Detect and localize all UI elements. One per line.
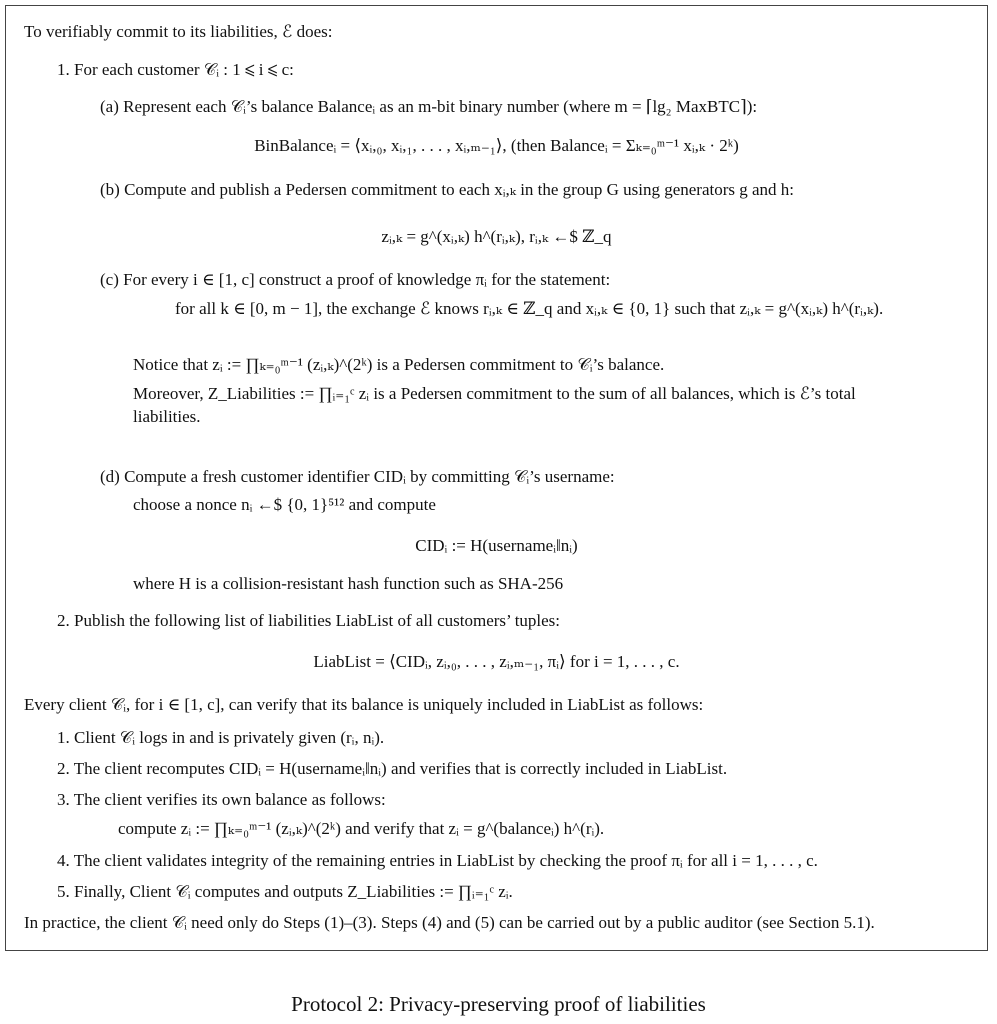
client-step-2: 2. The client recomputes CIDᵢ = H(usernameᵢ‖nᵢ) and verifies that is correctly included in LiabList.: [57, 759, 728, 778]
moreover-line: Moreover, Z_Liabilities := ∏ᵢ₌₁ᶜ zᵢ is a Pedersen commitment to the sum of all balances, which is ℰ’s total: [133, 384, 856, 403]
statement-line: for all k ∈ [0, m − 1], the exchange ℰ knows rᵢ,ₖ ∈ ℤ_q and xᵢ,ₖ ∈ {0, 1} such that zᵢ,ₖ = g^(xᵢ,ₖ) h^(rᵢ,ₖ).: [175, 299, 884, 318]
step-1-heading: 1. For each customer 𝒞ᵢ : 1 ⩽ i ⩽ c:: [57, 60, 294, 79]
substep-c: (c) For every i ∈ [1, c] construct a proof of knowledge πᵢ for the statement:: [100, 270, 611, 289]
substep-d: (d) Compute a fresh customer identifier CIDᵢ by committing 𝒞ᵢ’s username:: [100, 467, 615, 486]
client-step-1: 1. Client 𝒞ᵢ logs in and is privately given (rᵢ, nᵢ).: [57, 728, 385, 747]
practice-note: In practice, the client 𝒞ᵢ need only do Steps (1)–(3). Steps (4) and (5) can be carried out by a public auditor (see Section 5.1).: [24, 913, 875, 932]
intro-line: To verifiably commit to its liabilities, ℰ does:: [24, 22, 333, 41]
client-step-3-compute: compute zᵢ := ∏ₖ₌₀ᵐ⁻¹ (zᵢ,ₖ)^(2ᵏ) and verify that zᵢ = g^(balanceᵢ) h^(rᵢ).: [118, 819, 605, 838]
substep-a: (a) Represent each 𝒞ᵢ’s balance Balanceᵢ as an m-bit binary number (where m = ⌈lg₂ MaxBTC⌉):: [100, 97, 758, 116]
client-step-3: 3. The client verifies its own balance as follows:: [57, 790, 386, 809]
substep-b: (b) Compute and publish a Pedersen commitment to each xᵢ,ₖ in the group G using generators g and h:: [100, 180, 795, 199]
nonce-line: choose a nonce nᵢ ←$ {0, 1}⁵¹² and compute: [133, 495, 436, 514]
client-step-5: 5. Finally, Client 𝒞ᵢ computes and outputs Z_Liabilities := ∏ᵢ₌₁ᶜ zᵢ.: [57, 882, 513, 901]
step-2-heading: 2. Publish the following list of liabilities LiabList of all customers’ tuples:: [57, 611, 561, 630]
liabilities-word: liabilities.: [133, 407, 201, 426]
notice-line: Notice that zᵢ := ∏ₖ₌₀ᵐ⁻¹ (zᵢ,ₖ)^(2ᵏ) is a Pedersen commitment to 𝒞ᵢ’s balance.: [133, 355, 665, 374]
liablist-equation: LiabList = ⟨CIDᵢ, zᵢ,₀, . . . , zᵢ,ₘ₋₁, πᵢ⟩ for i = 1, . . . , c.: [313, 652, 680, 671]
binbalance-equation: BinBalanceᵢ = ⟨xᵢ,₀, xᵢ,₁, . . . , xᵢ,ₘ₋₁⟩, (then Balanceᵢ = Σₖ₌₀ᵐ⁻¹ xᵢ,ₖ · 2ᵏ): [254, 136, 739, 155]
protocol-caption: Protocol 2: Privacy-preserving proof of liabilities: [291, 992, 706, 1016]
client-verify-intro: Every client 𝒞ᵢ, for i ∈ [1, c], can verify that its balance is uniquely included in LiabList as follows:: [24, 695, 704, 714]
hash-function-line: where H is a collision-resistant hash function such as SHA-256: [133, 574, 564, 593]
client-step-4: 4. The client validates integrity of the remaining entries in LiabList by checking the proof πᵢ for all i = 1, . . . , c.: [57, 851, 818, 870]
cid-equation: CIDᵢ := H(usernameᵢ‖nᵢ): [415, 536, 578, 555]
commitment-equation: zᵢ,ₖ = g^(xᵢ,ₖ) h^(rᵢ,ₖ), rᵢ,ₖ ←$ ℤ_q: [381, 227, 612, 246]
